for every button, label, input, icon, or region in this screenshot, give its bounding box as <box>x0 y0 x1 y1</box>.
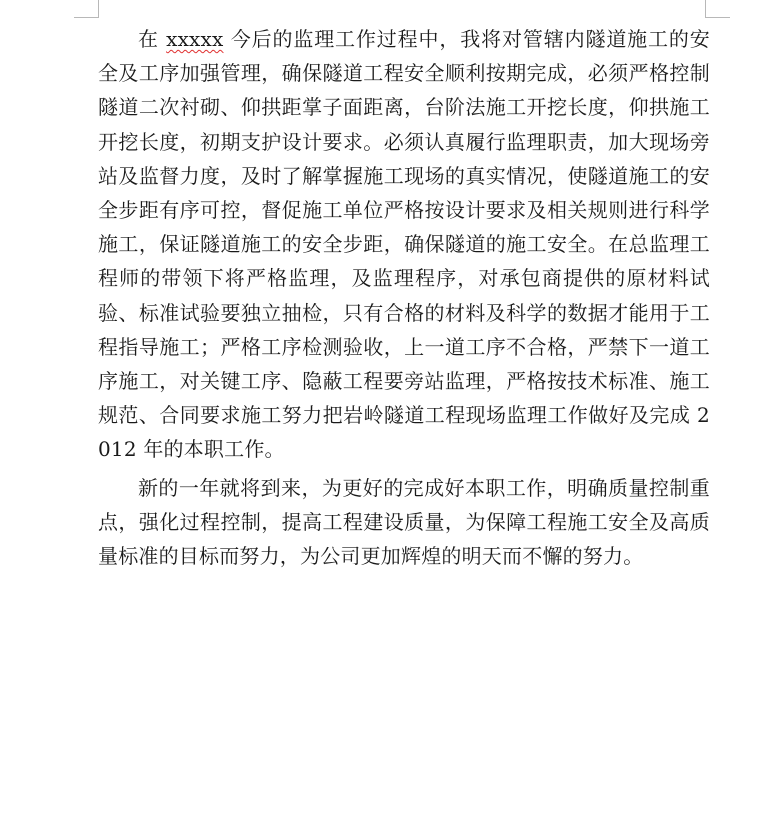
paragraph-2-text: 新的一年就将到来，为更好的完成好本职工作，明确质量控制重点，强化过程控制，提高工程建设质量，为保障工程施工安全及高质量标准的目标而努力，为公司更加辉煌的明天而不懈的努力。 <box>98 475 710 569</box>
paragraph-1[interactable] <box>98 22 710 467</box>
crop-mark-top-left-vertical <box>98 0 99 18</box>
paragraph-1-text: 今后的监理工作过程中，我将对管辖内隧道施工的安全及工序加强管理，确保隧道工程安全顺利按期完成，必须严格控制隧道二次衬砌、仰拱距掌子面距离，台阶法施工开挖长度，仰拱施工开挖长度，初期支护设计要求。必须认真履行监理职责，加大现场旁站及监督力度，及时了解掌握施工现场的真实情况，使隧道施工的安全步距有序可控，督促施工单位严格按设计要求及相关规则进行科学施工，保证隧道施工的安全步距，确保隧道的施工安全。在总监理工程师的带领下将严格监理，及监理程序，对承包商提供的原材料试验、标准试验要独立抽检，只有合格的材料及科学的数据才能用于工程指导施工；严格工序检测验收，上一道工序不合格，严禁下一道工序施工，对关键工序、隐蔽工程要旁站监理，严格按技术标准、施工规范、合同要求施工努力把岩岭隧道工程现场监理工作做好及完成 2012 年的本职工作。 <box>98 27 710 462</box>
crop-mark-top-right-vertical <box>705 0 706 18</box>
document-body[interactable] <box>98 22 710 573</box>
paragraph-2[interactable] <box>98 471 710 574</box>
spellcheck-flagged-word[interactable]: xxxxx <box>166 27 224 51</box>
paragraph-1-prefix: 在 <box>138 27 167 51</box>
crop-mark-top-right-horizontal <box>705 17 730 18</box>
crop-mark-top-left-horizontal <box>74 17 99 18</box>
